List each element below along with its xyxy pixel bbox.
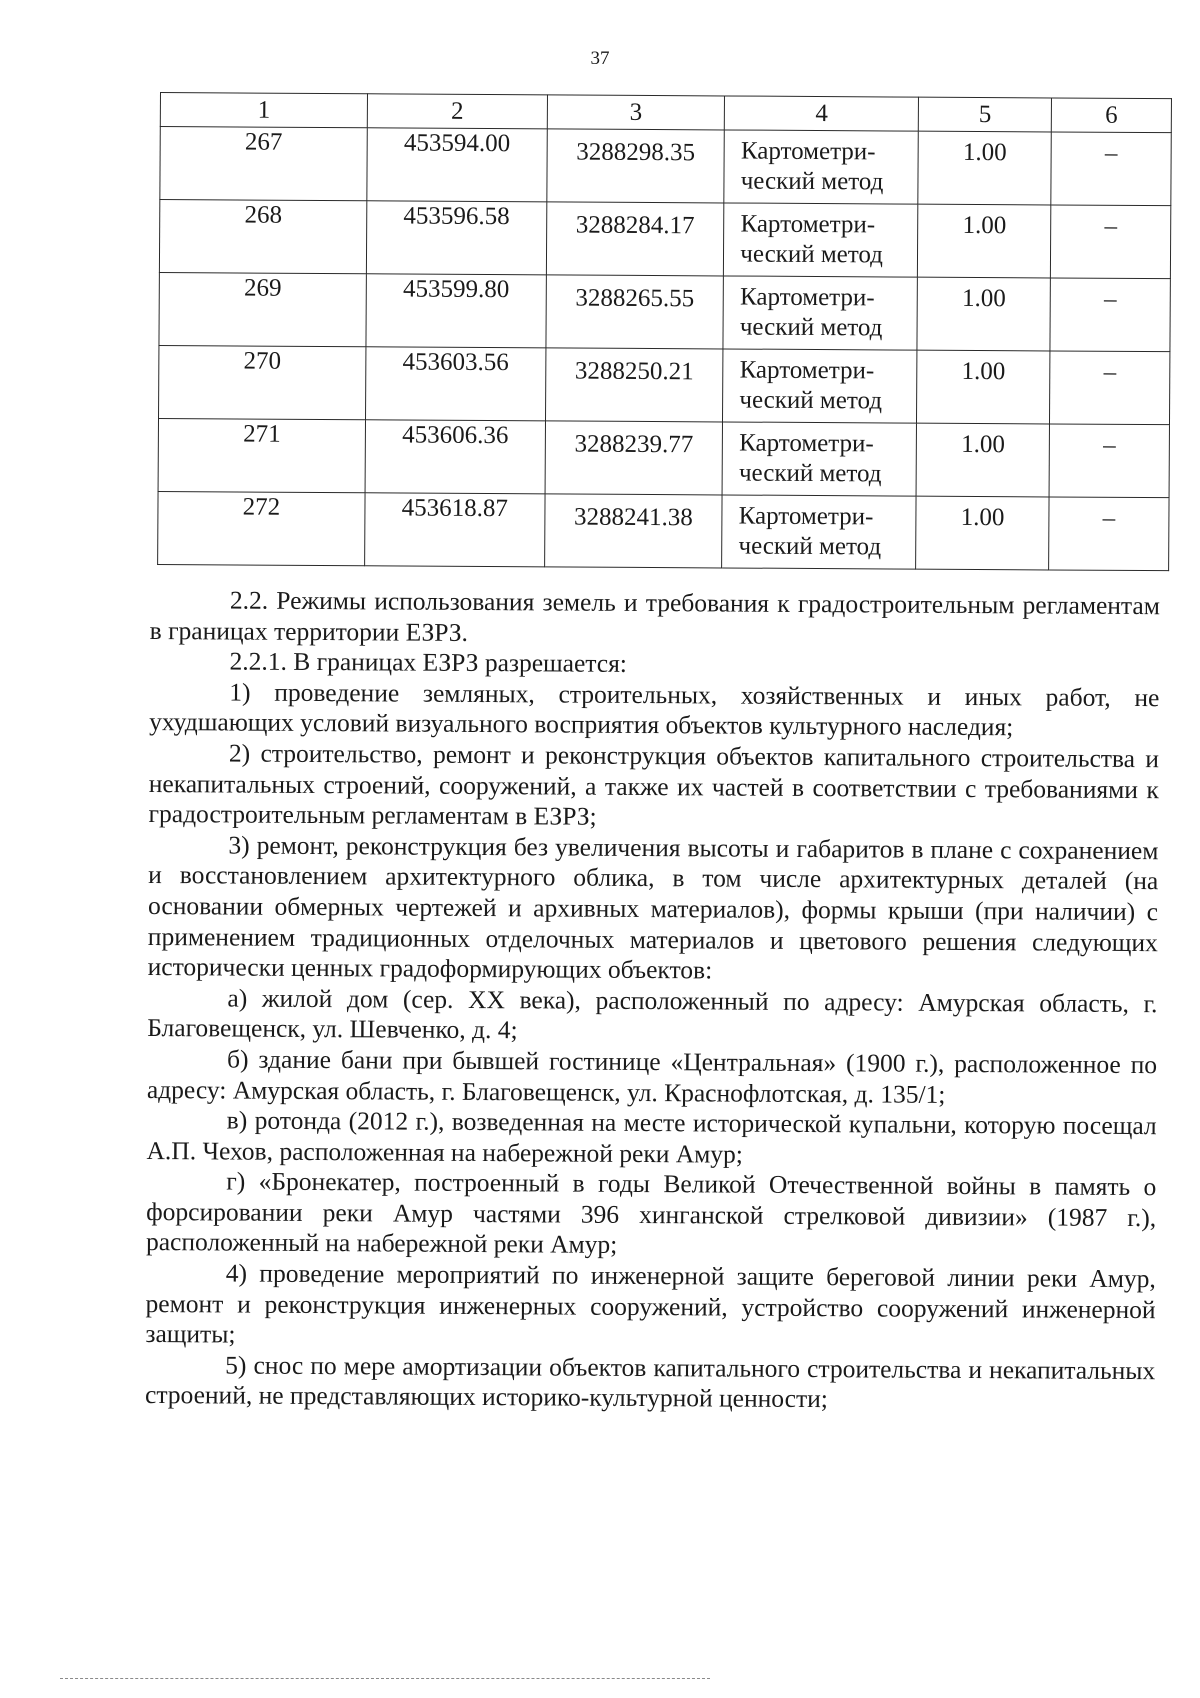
coordinates-table bbox=[157, 92, 1172, 571]
method-line-1: Картометри- bbox=[739, 356, 875, 385]
column-header: 3 bbox=[547, 95, 725, 130]
subsection-heading: 2.2.1. В границах ЕЗРЗ разрешается: bbox=[229, 646, 628, 679]
list-item: 3) ремонт, реконструкция без увеличения высоты и габаритов в плане с сохранением и восстановлением архитектурного облика, в том числе архитектурных деталей (на основании обмерных чертежей и архивных материалов), формы крыши (при наличии) с применением традиционных отделочных материалов и цветового решения следующих исторически ценных градоформирующих объектов: bbox=[147, 830, 1159, 985]
coordinate-y: 3288298.35 bbox=[547, 129, 725, 203]
sub-list-item: г) «Бронекатер, построенный в годы Великой Отечественной войны в память о форсировании реки Амур частями 396 хинганской стрелковой дивизии» (1987 г.), расположенный на набережной реки Амур; bbox=[145, 1166, 1157, 1260]
accuracy: 1.00 bbox=[916, 423, 1049, 497]
table-row bbox=[159, 200, 1170, 279]
method-line-2: ческий метод bbox=[740, 167, 884, 196]
page-number: 37 bbox=[590, 48, 610, 69]
method-cell bbox=[722, 495, 916, 569]
accuracy: 1.00 bbox=[916, 496, 1049, 570]
method-line-2: ческий метод bbox=[740, 240, 883, 269]
method-line-1: Картометри- bbox=[738, 502, 874, 531]
coordinate-x: 453594.00 bbox=[367, 128, 547, 202]
table-row bbox=[158, 491, 1169, 570]
coordinate-y: 3288284.17 bbox=[546, 202, 724, 276]
method-line-1: Картометри- bbox=[740, 210, 876, 239]
table-row bbox=[160, 127, 1171, 206]
note: – bbox=[1049, 424, 1169, 498]
table-row bbox=[159, 272, 1170, 351]
coordinate-x: 453599.80 bbox=[366, 274, 546, 348]
column-header: 2 bbox=[367, 94, 547, 129]
table-row bbox=[159, 345, 1170, 424]
method-line-2: ческий метод bbox=[738, 532, 882, 561]
coordinate-x: 453596.58 bbox=[366, 201, 546, 275]
note: – bbox=[1050, 278, 1170, 352]
coordinate-y: 3288239.77 bbox=[545, 421, 723, 495]
scan-artifact-line bbox=[60, 1678, 710, 1679]
method-line-2: ческий метод bbox=[739, 313, 883, 342]
method-line-1: Картометри- bbox=[740, 137, 876, 166]
coordinate-y: 3288265.55 bbox=[546, 275, 724, 349]
sub-list-item: б) здание бани при бывшей гостинице «Центральная» (1900 г.), расположенное по адресу: Амурская область, г. Благовещенск, ул. Краснофлотская, д. 135/1; bbox=[146, 1044, 1158, 1109]
sub-list-item: в) ротонда (2012 г.), возведенная на месте исторической купальни, которую посещал А.П. Чехов, расположенная на набережной реки Амур; bbox=[146, 1105, 1157, 1169]
column-header: 1 bbox=[160, 93, 367, 128]
accuracy: 1.00 bbox=[917, 350, 1050, 424]
sub-list-item: а) жилой дом (сер. XX века), расположенный по адресу: Амурская область, г. Благовещенск, ул. Шевченко, д. 4; bbox=[147, 983, 1158, 1045]
list-item: 5) снос по мере амортизации объектов капитального строительства и некапитальных строений, не представляющих историко-культурной ценности; bbox=[144, 1350, 1156, 1414]
coordinate-y: 3288250.21 bbox=[545, 348, 723, 422]
method-line-2: ческий метод bbox=[738, 459, 882, 488]
point-number: 269 bbox=[159, 272, 366, 346]
table-row bbox=[158, 418, 1169, 497]
method-cell bbox=[724, 130, 918, 204]
method-line-1: Картометри- bbox=[739, 283, 875, 312]
method-cell bbox=[723, 349, 917, 423]
coordinate-x: 453606.36 bbox=[365, 420, 545, 494]
coordinate-x: 453618.87 bbox=[365, 493, 545, 567]
note: – bbox=[1049, 497, 1169, 571]
point-number: 272 bbox=[158, 491, 365, 565]
point-number: 271 bbox=[158, 418, 365, 492]
column-header: 6 bbox=[1051, 98, 1171, 133]
note: – bbox=[1051, 205, 1171, 279]
method-line-1: Картометри- bbox=[739, 429, 874, 458]
note: – bbox=[1050, 351, 1170, 425]
point-number: 270 bbox=[159, 345, 366, 419]
method-line-2: ческий метод bbox=[739, 386, 883, 415]
list-item: 4) проведение мероприятий по инженерной защите береговой линии реки Амур, ремонт и реконструкция инженерных сооружений, устройство сооружений инженерной защиты; bbox=[145, 1258, 1156, 1349]
list-item: 1) проведение земляных, строительных, хозяйственных и иных работ, не ухудшающих условий визуального восприятия объектов культурного наследия; bbox=[149, 677, 1160, 742]
point-number: 267 bbox=[160, 127, 367, 201]
section-heading: 2.2. Режимы использования земель и требования к градостроительным регламентам в границах территории ЕЗРЗ. bbox=[149, 585, 1160, 647]
note: – bbox=[1051, 132, 1171, 206]
method-cell bbox=[723, 276, 917, 350]
column-header: 5 bbox=[918, 97, 1051, 132]
accuracy: 1.00 bbox=[917, 277, 1050, 351]
list-item: 2) строительство, ремонт и реконструкция объектов капитального строительства и некапитальных строений, сооружений, а также их частей в соответствии с требованиями к градостроительным регламентам в ЕЗРЗ; bbox=[148, 738, 1160, 831]
body-text bbox=[145, 585, 1160, 1417]
method-cell bbox=[722, 422, 916, 496]
coordinate-y: 3288241.38 bbox=[544, 494, 722, 568]
method-cell bbox=[724, 203, 918, 277]
column-header: 4 bbox=[725, 96, 919, 131]
accuracy: 1.00 bbox=[918, 131, 1051, 205]
coordinate-x: 453603.56 bbox=[365, 347, 545, 421]
point-number: 268 bbox=[159, 200, 366, 274]
accuracy: 1.00 bbox=[918, 204, 1051, 278]
